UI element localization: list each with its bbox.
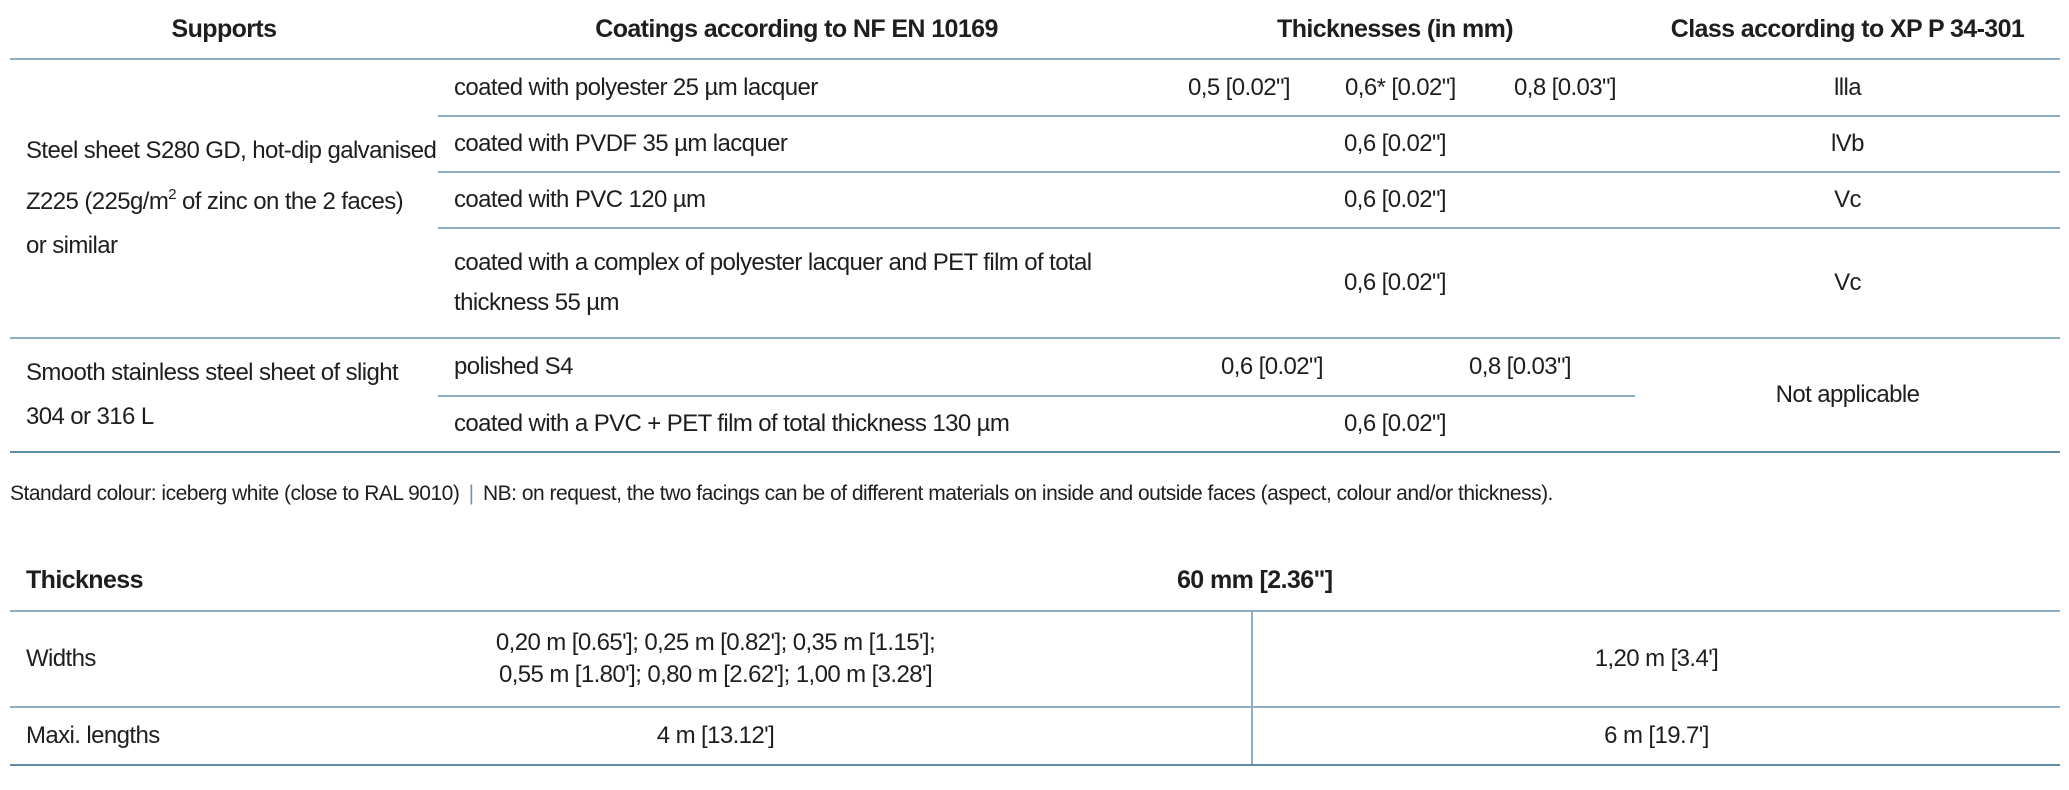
note-separator: | (468, 482, 474, 505)
coating-cell: coated with PVC 120 µm (438, 172, 1155, 228)
support-stainless-sheet (10, 338, 438, 452)
thickness-cell: 0,6 [0.02"] (1155, 228, 1635, 338)
thickness-value: 0,5 [0.02"] (1188, 73, 1290, 101)
coating-cell: coated with polyester 25 µm lacquer (438, 59, 1155, 116)
widths-line: 0,20 m [0.65']; 0,25 m [0.82']; 0,35 m [1.15']; (495, 629, 936, 656)
coating-cell: polished S4 (438, 338, 1155, 396)
class-cell: Vc (1635, 172, 2060, 228)
note-nb: NB: on request, the two facings can be of different materials on inside and outside faces (aspect, colour and/or thickness). (482, 482, 1553, 505)
standard-colour-note (10, 482, 1553, 506)
thickness-cell (1155, 338, 1635, 396)
thickness-cell: 0,6 [0.02"] (1155, 172, 1635, 228)
lengths-small-value: 4 m [13.12'] (180, 707, 1252, 765)
header-thicknesses: Thicknesses (in mm) (1155, 0, 1635, 59)
table-row (10, 338, 2060, 396)
coating-line: coated with a complex of polyester lacquer and PET film of total (454, 249, 1092, 276)
support-line (26, 173, 438, 224)
superscript: 2 (168, 186, 176, 203)
header-thickness: Thickness (10, 550, 180, 611)
support-line-part: of zinc on the 2 faces) (175, 188, 404, 215)
thickness-cell: 0,6 [0.02"] (1155, 116, 1635, 172)
thickness-value: 0,6* [0.02"] (1345, 73, 1456, 101)
thickness-cell (1155, 59, 1635, 116)
support-line: 304 or 316 L (26, 403, 154, 430)
widths-small-values (180, 611, 1252, 707)
header-class: Class according to XP P 34-301 (1635, 0, 2060, 59)
note-colour: Standard colour: iceberg white (close to RAL 9010) (10, 482, 460, 505)
coating-line: thickness 55 µm (454, 289, 619, 316)
dimensions-table (10, 550, 2060, 766)
thickness-value: 0,8 [0.03"] (1469, 353, 1571, 380)
table-row (10, 59, 2060, 116)
class-cell-not-applicable: Not applicable (1635, 338, 2060, 452)
thickness-value: 0,6 [0.02"] (1221, 353, 1323, 380)
support-line-part: Z225 (225g/m (26, 188, 169, 215)
dimensions-table-header (10, 550, 2060, 611)
coating-cell (438, 228, 1155, 338)
header-coatings: Coatings according to NF EN 10169 (438, 0, 1155, 59)
class-cell: Vc (1635, 228, 2060, 338)
class-cell: llla (1635, 59, 2060, 116)
coating-cell: coated with a PVC + PET film of total thickness 130 µm (438, 396, 1155, 452)
support-line: Steel sheet S280 GD, hot-dip galvanised (26, 137, 437, 164)
lengths-large-value: 6 m [19.7'] (1252, 707, 2060, 765)
table-row-widths (10, 611, 2060, 707)
coatings-table-header (10, 0, 2060, 59)
support-line: or similar (26, 232, 118, 259)
thickness-values (1155, 339, 1635, 395)
thickness-value: 0,8 [0.03"] (1514, 73, 1616, 101)
header-supports: Supports (10, 0, 438, 59)
coating-cell: coated with PVDF 35 µm lacquer (438, 116, 1155, 172)
header-thickness-value: 60 mm [2.36"] (180, 550, 2060, 611)
lengths-label: Maxi. lengths (10, 707, 180, 765)
thickness-cell: 0,6 [0.02"] (1155, 396, 1635, 452)
support-steel-sheet (10, 59, 438, 338)
coatings-table (10, 0, 2060, 453)
class-cell: lVb (1635, 116, 2060, 172)
table-row-lengths (10, 707, 2060, 765)
widths-line: 0,55 m [1.80']; 0,80 m [2.62']; 1,00 m [3.28'] (498, 661, 933, 688)
widths-label: Widths (10, 611, 180, 707)
thickness-values (1155, 60, 1635, 115)
support-line: Smooth stainless steel sheet of slight (26, 359, 399, 386)
widths-large-value: 1,20 m [3.4'] (1252, 611, 2060, 707)
